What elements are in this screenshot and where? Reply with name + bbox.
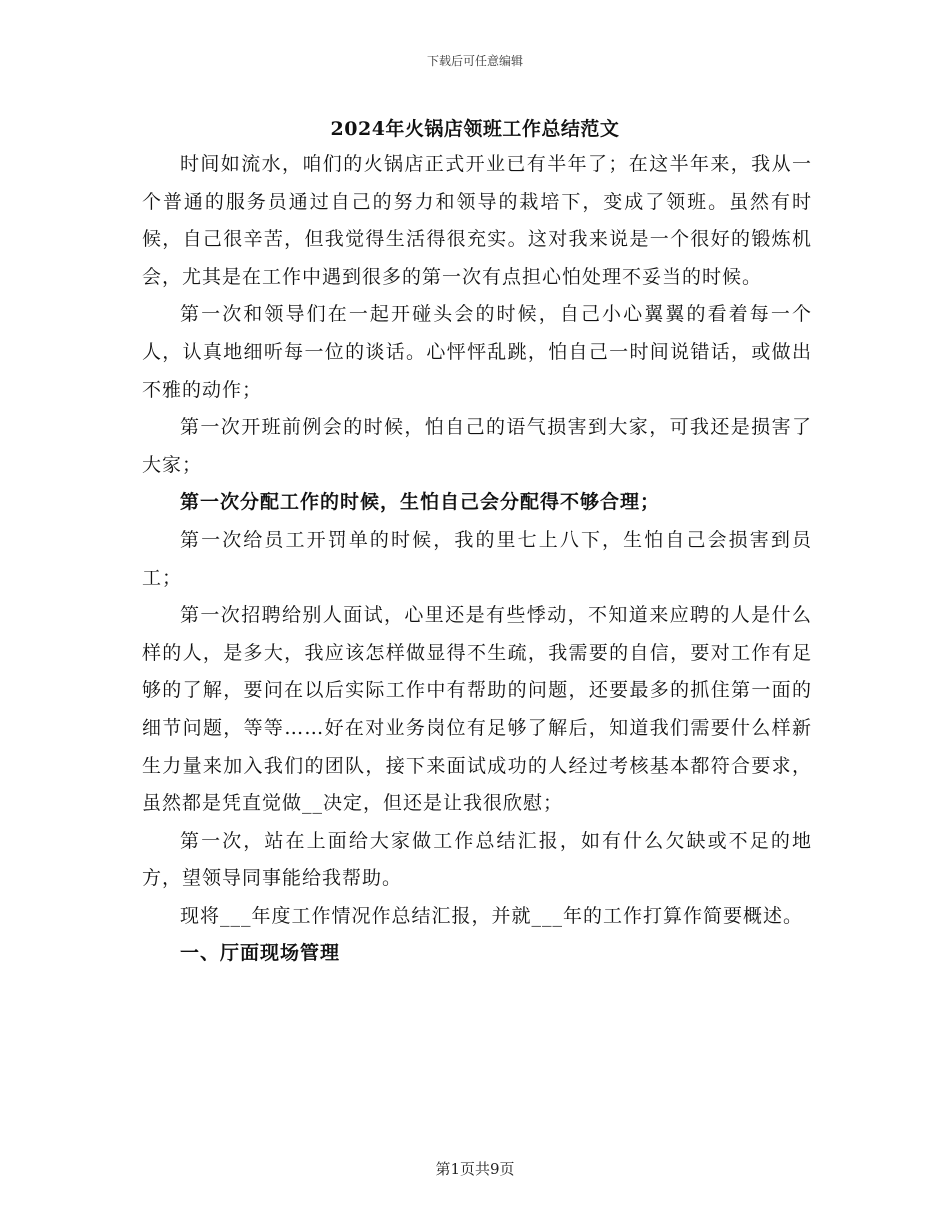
paragraph-first-interview: 第一次招聘给别人面试，心里还是有些悸动，不知道来应聘的人是什么样的人，是多大，我应该怎样做显得不生疏，我需要的自信，要对工作有足够的了解，要问在以后实际工作中有帮助的问题，还要最多的抓住第一面的细节问题，等等……好在对业务岗位有足够了解后，知道我们需要什么样新生力量来加入我们的团队，接下来面试成功的人经过考核基本都符合要求，虽然都是凭直觉做__决定，但还是让我很欣慰； (142, 604, 812, 815)
page-number: 第1页共9页 (435, 1160, 515, 1178)
paragraph-first-report: 第一次，站在上面给大家做工作总结汇报，如有什么欠缺或不足的地方，望领导同事能给我帮助。 (142, 829, 812, 890)
paragraph-summary-intro: 现将___年度工作情况作总结汇报，并就___年的工作打算作简要概述。 (180, 904, 804, 927)
paragraph-first-assignment: 第一次分配工作的时候，生怕自己会分配得不够合理； (180, 491, 661, 514)
section-heading-floor-management: 一、厅面现场管理 (180, 942, 341, 965)
paragraph-intro: 时间如流水，咱们的火锅店正式开业已有半年了；在这半年来，我从一个普通的服务员通过自己的努力和领导的栽培下，变成了领班。虽然有时候，自己很辛苦，但我觉得生活得很充实。这对我来说是一个很好的锻炼机会，尤其是在工作中遇到很多的第一次有点担心怕处理不妥当的时候。 (142, 153, 812, 288)
paragraph-first-penalty: 第一次给员工开罚单的时候，我的里七上八下，生怕自己会损害到员工； (142, 528, 812, 589)
document-title: 2024年火锅店领班工作总结范文 (330, 118, 620, 140)
paragraph-first-briefing: 第一次开班前例会的时候，怕自己的语气损害到大家，可我还是损害了大家； (142, 416, 812, 476)
document-body (142, 146, 812, 973)
paragraph-first-meeting: 第一次和领导们在一起开碰头会的时候，自己小心翼翼的看着每一个人，认真地细听每一位的谈话。心怦怦乱跳，怕自己一时间说错话，或做出不雅的动作； (142, 303, 812, 401)
header-note: 下载后可任意编辑 (426, 54, 523, 68)
